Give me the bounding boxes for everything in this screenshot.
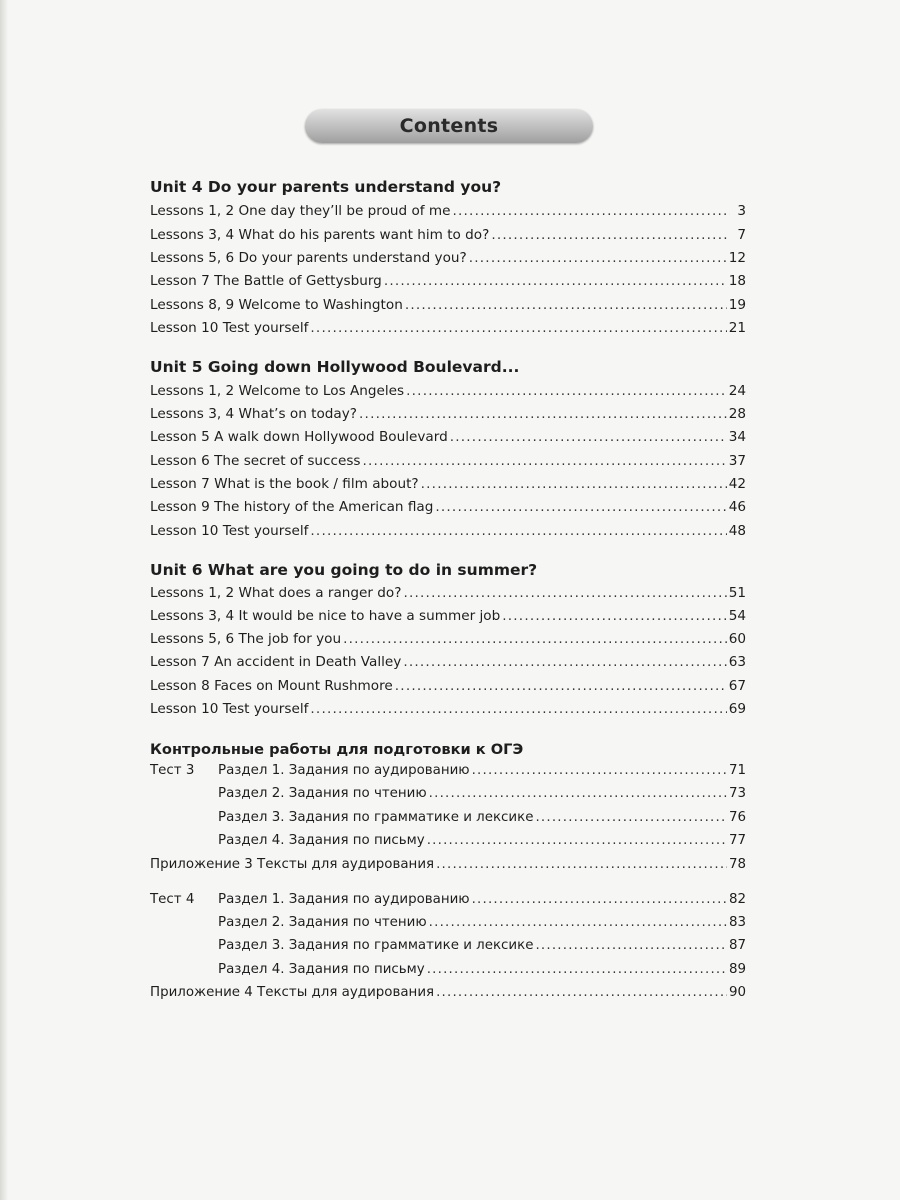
entry-label: Lesson 7 The Battle of Gettysburg <box>150 273 382 289</box>
page-number: 67 <box>728 678 746 694</box>
unit-5-heading: Unit 5 Going down Hollywood Boulevard... <box>150 358 520 376</box>
leader-dots <box>472 763 727 778</box>
entry-label: Раздел 2. Задания по чтению <box>218 786 427 801</box>
leader-dots <box>403 654 726 670</box>
leader-dots <box>469 250 727 266</box>
toc-entry[interactable] <box>150 701 746 721</box>
leader-dots <box>427 833 727 848</box>
toc-entry[interactable] <box>150 227 746 247</box>
toc-entry[interactable] <box>150 273 746 293</box>
entry-label: Раздел 2. Задания по чтению <box>218 915 427 930</box>
entry-label: Lesson 9 The history of the American flag <box>150 499 434 515</box>
entry-label: Раздел 4. Задания по письму <box>218 962 425 977</box>
page-number: 34 <box>728 429 746 445</box>
toc-entry[interactable] <box>150 985 746 1005</box>
entry-label: Приложение 3 Тексты для аудирования <box>150 857 435 872</box>
toc-entry[interactable] <box>150 608 746 628</box>
leader-dots <box>429 786 727 801</box>
entry-label: Lessons 8, 9 Welcome to Washington <box>150 297 403 313</box>
entry-label: Lessons 3, 4 It would be nice to have a summer job <box>150 608 501 624</box>
page-number: 24 <box>728 383 746 399</box>
toc-entry[interactable] <box>150 297 746 317</box>
page-number: 60 <box>728 631 746 647</box>
toc-entry[interactable] <box>150 250 746 270</box>
leader-dots <box>535 810 727 825</box>
entry-label: Lessons 1, 2 Welcome to Los Angeles <box>150 383 405 399</box>
page-number: 77 <box>728 833 746 848</box>
toc-entry[interactable] <box>150 631 746 651</box>
leader-dots <box>406 383 727 399</box>
page-number: 7 <box>737 227 746 243</box>
toc-entry[interactable] <box>150 833 746 853</box>
entry-label: Lessons 5, 6 Do your parents understand you? <box>150 250 467 266</box>
toc-entry[interactable] <box>150 453 746 473</box>
entry-label: Lesson 7 What is the book / film about? <box>150 476 419 492</box>
leader-dots <box>421 476 727 492</box>
page-edge-shadow <box>0 0 8 1200</box>
page-number: 42 <box>728 476 746 492</box>
page-number: 54 <box>728 608 746 624</box>
page-number: 21 <box>728 320 746 336</box>
entry-label: Приложение 4 Тексты для аудирования <box>150 985 435 1000</box>
page-number: 87 <box>728 938 746 953</box>
page-number: 82 <box>728 892 746 907</box>
unit-4-heading: Unit 4 Do your parents understand you? <box>150 178 502 196</box>
page-number: 51 <box>728 585 746 601</box>
page-number: 89 <box>728 962 746 977</box>
leader-dots <box>429 915 727 930</box>
entry-label: Раздел 1. Задания по аудированию <box>218 892 470 907</box>
page-number: 73 <box>728 786 746 801</box>
leader-dots <box>535 938 727 953</box>
leader-dots <box>403 585 726 601</box>
toc-entry[interactable] <box>150 476 746 496</box>
entry-label: Lessons 1, 2 One day they’ll be proud of me <box>150 203 451 219</box>
contents-title-banner <box>305 109 593 143</box>
page-number: 18 <box>728 273 746 289</box>
toc-entry[interactable] <box>150 938 746 958</box>
entry-label: Lesson 5 A walk down Hollywood Boulevard <box>150 429 448 445</box>
leader-dots <box>363 453 727 469</box>
page-title: Contents <box>399 115 499 137</box>
entry-label: Lesson 10 Test yourself <box>150 701 309 717</box>
leader-dots <box>472 892 727 907</box>
toc-entry[interactable] <box>150 915 746 935</box>
unit-6-heading: Unit 6 What are you going to do in summer? <box>150 561 538 579</box>
oge-heading: Контрольные работы для подготовки к ОГЭ <box>150 741 524 758</box>
page-number: 37 <box>728 453 746 469</box>
entry-label: Lesson 10 Test yourself <box>150 320 309 336</box>
leader-dots <box>491 227 730 243</box>
page-number: 19 <box>728 297 746 313</box>
leader-dots <box>359 406 727 422</box>
entry-label: Раздел 3. Задания по грамматике и лексике <box>218 810 534 825</box>
leader-dots <box>436 985 727 1000</box>
leader-dots <box>502 608 726 624</box>
page-number: 76 <box>728 810 746 825</box>
entry-label: Lesson 6 The secret of success <box>150 453 361 469</box>
toc-entry[interactable] <box>150 203 746 223</box>
leader-dots <box>310 701 726 717</box>
toc-entry[interactable] <box>150 654 746 674</box>
test-4-label: Тест 4 <box>150 892 195 907</box>
entry-label: Lessons 3, 4 What do his parents want him to do? <box>150 227 490 243</box>
toc-entry[interactable] <box>150 962 746 982</box>
entry-label: Lessons 3, 4 What’s on today? <box>150 406 358 422</box>
leader-dots <box>435 499 726 515</box>
toc-entry[interactable] <box>150 786 746 806</box>
page-number: 71 <box>728 763 746 778</box>
toc-entry[interactable] <box>150 810 746 830</box>
entry-label: Lesson 8 Faces on Mount Rushmore <box>150 678 393 694</box>
entry-label: Lesson 7 An accident in Death Valley <box>150 654 402 670</box>
toc-entry[interactable] <box>150 585 746 605</box>
page-number: 69 <box>728 701 746 717</box>
leader-dots <box>384 273 727 289</box>
leader-dots <box>427 962 727 977</box>
toc-entry[interactable] <box>150 523 746 543</box>
entry-label: Раздел 3. Задания по грамматике и лексике <box>218 938 534 953</box>
leader-dots <box>405 297 727 313</box>
toc-entry[interactable] <box>150 763 746 783</box>
entry-label: Lesson 10 Test yourself <box>150 523 309 539</box>
page-number: 12 <box>728 250 746 266</box>
leader-dots <box>310 523 726 539</box>
toc-entry[interactable] <box>150 857 746 877</box>
toc-entry[interactable] <box>150 383 746 403</box>
leader-dots <box>450 429 727 445</box>
toc-entry[interactable] <box>150 429 746 449</box>
page-number: 63 <box>728 654 746 670</box>
entry-label: Раздел 4. Задания по письму <box>218 833 425 848</box>
leader-dots <box>395 678 727 694</box>
test-3-label: Тест 3 <box>150 763 195 778</box>
page-number: 48 <box>728 523 746 539</box>
page-number: 83 <box>728 915 746 930</box>
toc-entry[interactable] <box>150 499 746 519</box>
entry-label: Раздел 1. Задания по аудированию <box>218 763 470 778</box>
entry-label: Lessons 5, 6 The job for you <box>150 631 342 647</box>
toc-entry[interactable] <box>150 406 746 426</box>
page-number: 78 <box>728 857 746 872</box>
page-number: 90 <box>728 985 746 1000</box>
toc-entry[interactable] <box>150 892 746 912</box>
page-number: 28 <box>728 406 746 422</box>
page-number: 46 <box>728 499 746 515</box>
leader-dots <box>343 631 727 647</box>
toc-entry[interactable] <box>150 678 746 698</box>
leader-dots <box>436 857 727 872</box>
entry-label: Lessons 1, 2 What does a ranger do? <box>150 585 402 601</box>
leader-dots <box>310 320 726 336</box>
leader-dots <box>452 203 730 219</box>
toc-entry[interactable] <box>150 320 746 340</box>
page-number: 3 <box>737 203 746 219</box>
